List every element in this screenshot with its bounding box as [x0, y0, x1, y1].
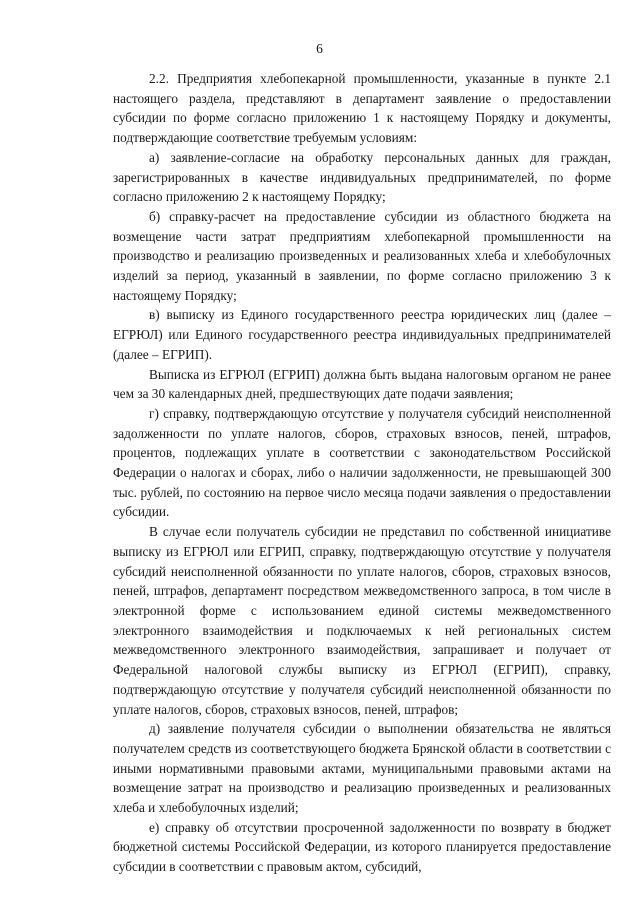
paragraph-interagency-request: В случае если получатель субсидии не представил по собственной инициативе выписку из ЕГРЮЛ или ЕГРИП, справку, подтверждающую отсутствие у получателя субсидий неисполненной обязанности по уплате налогов, сборов, страховых взносов, пеней, штрафов, департамент посредством межведомственного запроса, в том числе в электронной форме с использованием единой системы межведомственного электронного взаимодействия и подключаемых к ней региональных систем межведомственного электронного взаимодействия, запрашивает и получает от Федеральной налоговой службы выписку из ЕГРЮЛ (ЕГРИП), справку, подтверждающую отсутствие у получателя субсидий неисполненной обязанности по уплате налогов, сборов, страховых взносов, пеней, штрафов; — [113, 524, 611, 717]
paragraph-item-v: в) выписку из Единого государственного реестра юридических лиц (далее – ЕГРЮЛ) или Единого государственного реестра индивидуальных предпринимателей (далее – ЕГРИП). — [113, 307, 611, 362]
paragraph-item-d: д) заявление получателя субсидии о выполнении обязательства не являться получателем средств из соответствующего бюджета Брянской области в соответствии с иными нормативными правовыми актами, муниципальными правовыми актами на возмещение затрат на производство и реализацию произведенных и реализованных хлеба и хлебобулочных изделий; — [113, 721, 611, 816]
paragraph-item-g: г) справку, подтверждающую отсутствие у получателя субсидий неисполненной задолженности по уплате налогов, сборов, страховых взносов, пеней, штрафов, процентов, подлежащих уплате в соответствии с законодательством Российской Федерации о налогах и сборах, либо о наличии задолженности, не превышающей 300 тыс. рублей, по состоянию на первое число месяца подачи заявления о предоставлении субсидии. — [113, 405, 611, 520]
page-number: 6 — [316, 41, 323, 56]
paragraph-extract-requirement: Выписка из ЕГРЮЛ (ЕГРИП) должна быть выдана налоговым органом не ранее чем за 30 календарных дней, предшествующих дате подачи заявления; — [113, 366, 611, 402]
paragraph-item-a: а) заявление-согласие на обработку персональных данных для граждан, зарегистрированных в качестве индивидуальных предпринимателей, по форме согласно приложению 2 к настоящему Порядку; — [113, 149, 611, 205]
paragraph-item-e: е) справку об отсутствии просроченной задолженности по возврату в бюджет бюджетной системы Российской Федерации, из которого планируется предоставление субсидии в соответствии с правовым актом, субсидий, — [113, 819, 611, 875]
document-body — [113, 69, 611, 877]
paragraph-2-2: 2.2. Предприятия хлебопекарной промышленности, указанные в пункте 2.1 настоящего раздела, представляют в департамент заявление о предоставлении субсидии по форме согласно приложению 1 к настоящему Порядку и документы, подтверждающие соответствие требуемым условиям: — [113, 71, 611, 146]
paragraph-item-b: б) справку-расчет на предоставление субсидии из областного бюджета на возмещение части затрат предприятиям хлебопекарной промышленности на производство и реализацию произведенных и реализованных хлеба и хлебобулочных изделий за период, указанный в заявлении, по форме согласно приложению 3 к настоящему Порядку; — [113, 208, 611, 303]
